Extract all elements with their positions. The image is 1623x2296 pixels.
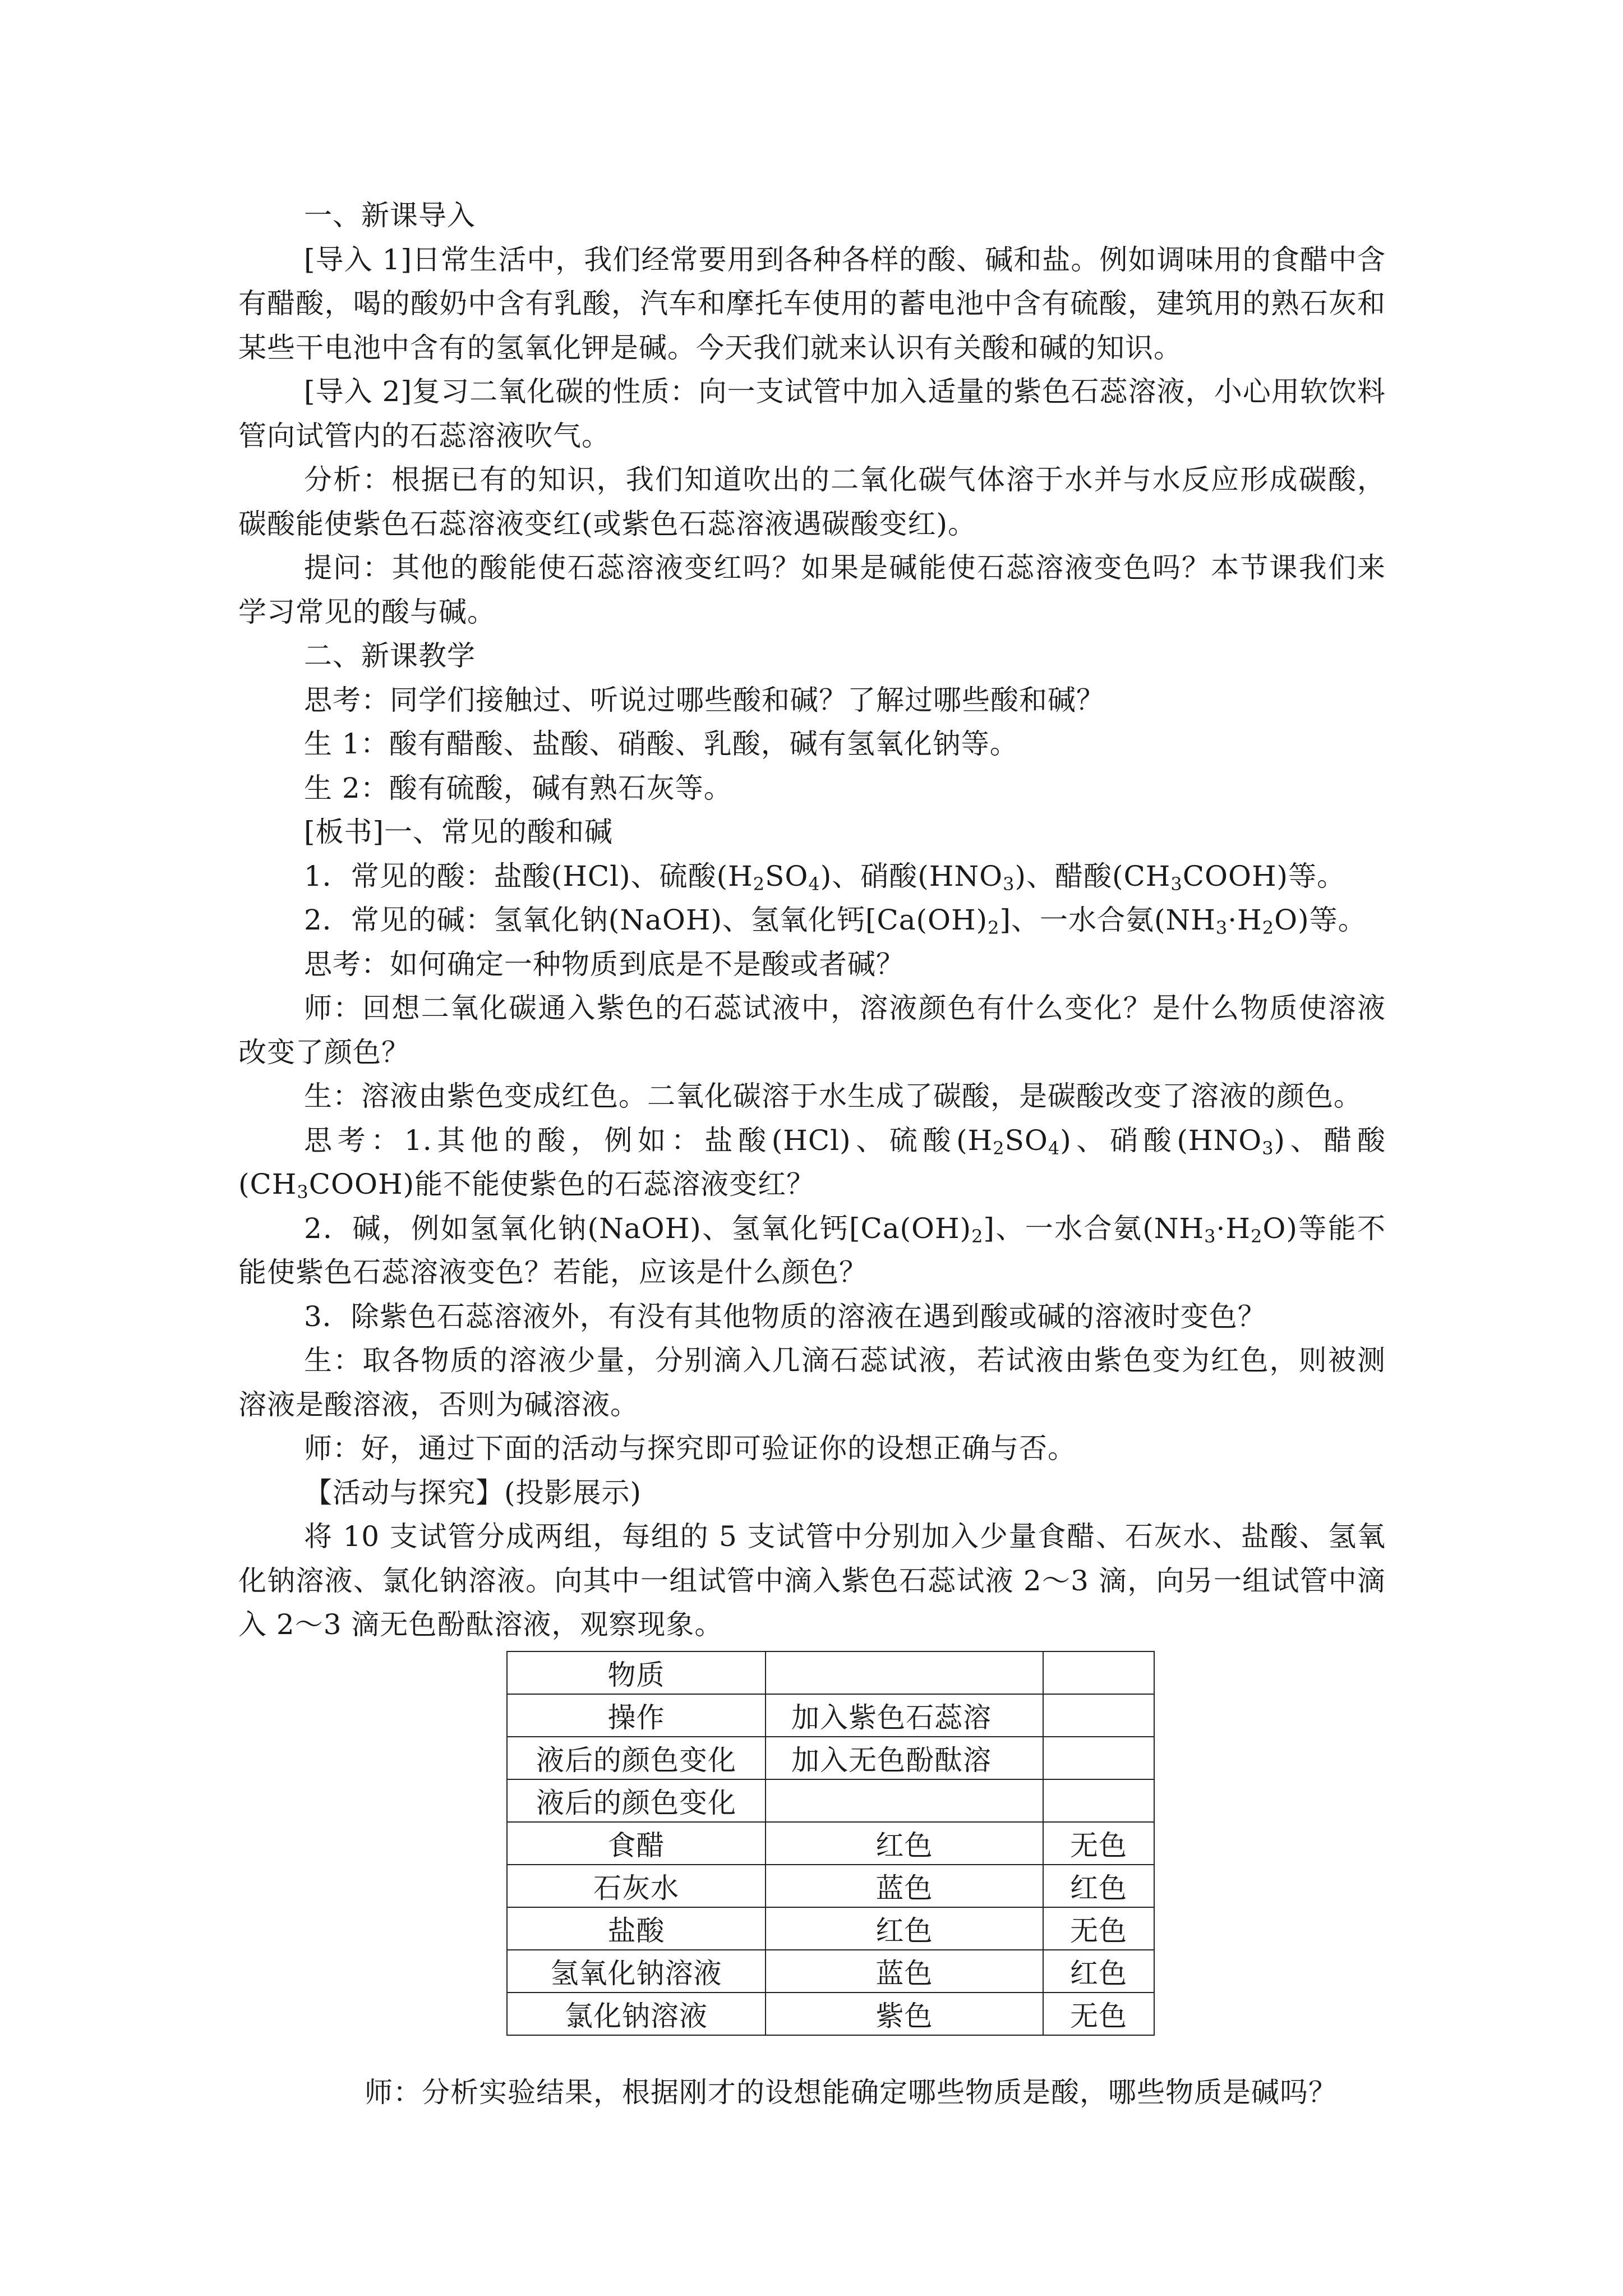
table-header-row [507, 1737, 1154, 1779]
table-cell: 食醋 [507, 1822, 766, 1865]
table-cell: 蓝色 [766, 1865, 1043, 1907]
paragraph-teacher-3: 师：分析实验结果，根据刚才的设想能确定哪些物质是酸，哪些物质是碱吗？ [365, 2076, 1337, 2109]
table-header-row [507, 1651, 1154, 1694]
table-cell: 红色 [1043, 1865, 1154, 1907]
table-cell [1043, 1779, 1154, 1822]
paragraph-think-1: 思考：同学们接触过、听说过哪些酸和碱？了解过哪些酸和碱？ [304, 683, 1105, 716]
table-cell: 无色 [1043, 1822, 1154, 1865]
table-cell [766, 1779, 1043, 1822]
table-cell: 液后的颜色变化 [507, 1737, 766, 1779]
paragraph-intro-1: [导入 1]日常生活中，我们经常要用到各种各样的酸、碱和盐。例如调味用的食醋中含有醋酸，喝的酸奶中含有乳酸，汽车和摩托车使用的蓄电池中含有硫酸，建筑用的熟石灰和某些干电池中含有的氢氧化钾是碱。今天我们就来认识有关酸和碱的知识。 [238, 243, 1386, 364]
table-cell: 加入无色酚酞溶 [766, 1737, 1043, 1779]
paragraph-question: 提问：其他的酸能使石蕊溶液变红吗？如果是碱能使石蕊溶液变色吗？本节课我们来学习常见的酸与碱。 [238, 551, 1386, 628]
table-cell: 无色 [1043, 1993, 1154, 2035]
paragraph-student-1: 生 1：酸有醋酸、盐酸、硝酸、乳酸，碱有氢氧化钠等。 [304, 728, 1018, 760]
paragraph-student-3: 生：溶液由紫色变成红色。二氧化碳溶于水生成了碳酸，是碳酸改变了溶液的颜色。 [304, 1080, 1362, 1112]
table-cell: 操作 [507, 1694, 766, 1737]
table-cell [1043, 1737, 1154, 1779]
table-cell: 氢氧化钠溶液 [507, 1950, 766, 1993]
paragraph-common-bases: 2．常见的碱：氢氧化钠(NaOH)、氢氧化钙$[Ca(OH)_2]$、一水合氨$(NH_3\cdot H_2O)$等。 [304, 904, 1367, 938]
table-cell: 物质 [507, 1651, 766, 1694]
table-cell: 红色 [766, 1822, 1043, 1865]
section-heading-intro: 一、新课导入 [304, 199, 476, 232]
table-cell: 无色 [1043, 1907, 1154, 1950]
experiment-results-table [506, 1651, 1155, 2036]
table-cell [1043, 1694, 1154, 1737]
table-row [507, 1865, 1154, 1907]
table-row [507, 1907, 1154, 1950]
paragraph-intro-2: [导入 2]复习二氧化碳的性质：向一支试管中加入适量的紫色石蕊溶液，小心用软饮料管向试管内的石蕊溶液吹气。 [238, 375, 1386, 452]
table-cell: 氯化钠溶液 [507, 1993, 766, 2035]
table-cell: 盐酸 [507, 1907, 766, 1950]
paragraph-student-2: 生 2：酸有硫酸，碱有熟石灰等。 [304, 771, 732, 804]
table-cell: 紫色 [766, 1993, 1043, 2035]
paragraph-teacher-2: 师：好，通过下面的活动与探究即可验证你的设想正确与否。 [304, 1432, 1076, 1465]
table-row [507, 1822, 1154, 1865]
table-cell: 液后的颜色变化 [507, 1779, 766, 1822]
paragraph-think-2: 思考：如何确定一种物质到底是不是酸或者碱？ [304, 947, 905, 981]
paragraph-teacher-1: 师：回想二氧化碳通入紫色的石蕊试液中，溶液颜色有什么变化？是什么物质使溶液改变了颜色？ [238, 992, 1386, 1069]
paragraph-analysis: 分析：根据已有的知识，我们知道吹出的二氧化碳气体溶于水并与水反应形成碳酸，碳酸能使紫色石蕊溶液变红(或紫色石蕊溶液遇碳酸变红)。 [238, 463, 1386, 540]
table-cell [766, 1651, 1043, 1694]
lesson-body [238, 194, 1386, 1647]
table-cell [1043, 1651, 1154, 1694]
section-heading-teach: 二、新课教学 [304, 639, 476, 672]
table-row [507, 1950, 1154, 1993]
paragraph-student-4: 生：取各物质的溶液少量，分别滴入几滴石蕊试液，若试液由紫色变为红色，则被测溶液是酸溶液，否则为碱溶液。 [238, 1344, 1386, 1421]
paragraph-think-4: 2．碱，例如氢氧化钠(NaOH)、氢氧化钙$[Ca(OH)_2]$、一水合氨$(NH_3\cdot H_2O)$等能不能使紫色石蕊溶液变色？若能，应该是什么颜色？ [238, 1212, 1386, 1289]
paragraph-think-5: 3．除紫色石蕊溶液外，有没有其他物质的溶液在遇到酸或碱的溶液时变色？ [304, 1300, 1266, 1333]
paragraph-common-acids: 1．常见的酸：盐酸(HCl)、硫酸$(H_2SO_4)$、硝酸$(HNO_3)$、醋酸$(CH_3COOH)$等。 [304, 859, 1346, 895]
table-row [507, 1993, 1154, 2035]
table-cell: 红色 [1043, 1950, 1154, 1993]
table-cell: 石灰水 [507, 1865, 766, 1907]
paragraph-think-3: 思考：1.其他的酸，例如：盐酸(HCl)、硫酸$(H_2SO_4)$、硝酸$(HNO_3)$、醋酸$(CH_3COOH)$能不能使紫色的石蕊溶液变红？ [238, 1124, 1386, 1203]
table-cell: 蓝色 [766, 1950, 1043, 1993]
table-cell: 加入紫色石蕊溶 [766, 1694, 1043, 1737]
paragraph-activity-steps: 将 10 支试管分成两组，每组的 5 支试管中分别加入少量食醋、石灰水、盐酸、氢氧化钠溶液、氯化钠溶液。向其中一组试管中滴入紫色石蕊试液 2～3 滴，向另一组试管中滴入 2～3 滴无色酚酞溶液，观察现象。 [238, 1520, 1386, 1641]
table-header-row [507, 1694, 1154, 1737]
table-cell: 红色 [766, 1907, 1043, 1950]
paragraph-activity-title: 【活动与探究】(投影展示) [304, 1476, 642, 1509]
paragraph-board: [板书]一、常见的酸和碱 [304, 816, 614, 848]
table-header-row [507, 1779, 1154, 1822]
